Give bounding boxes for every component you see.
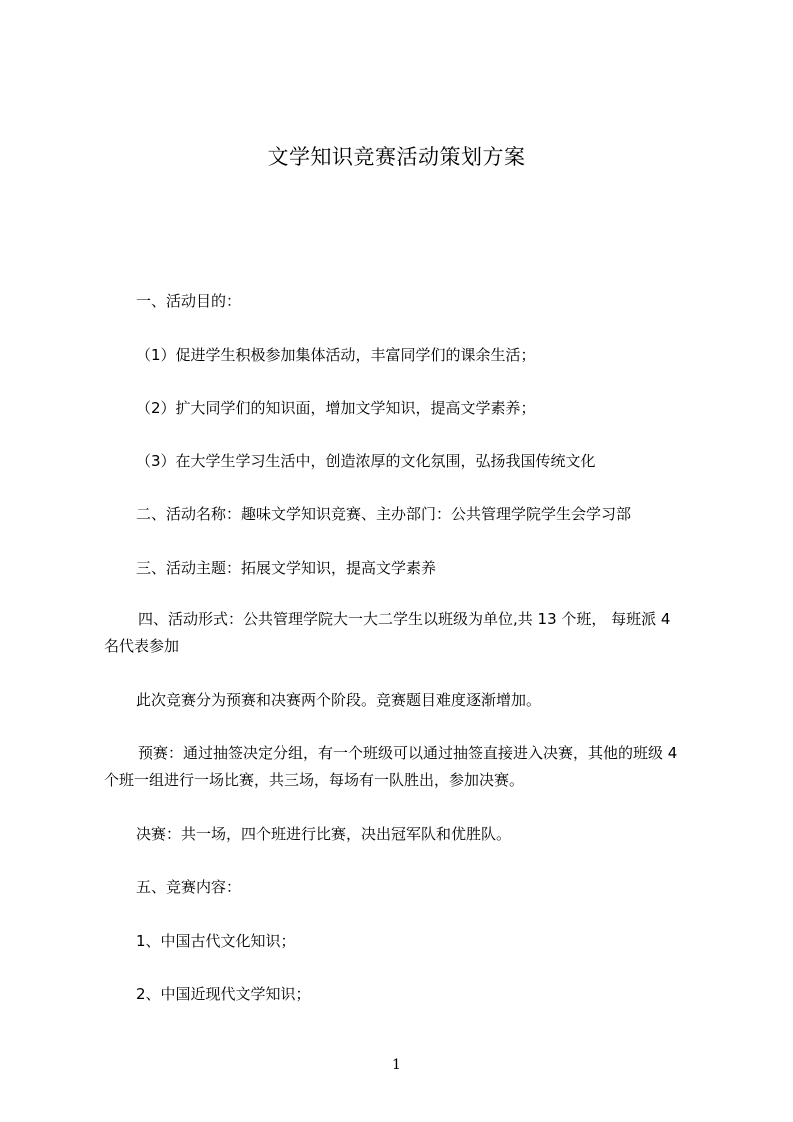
final-round-paragraph: 决赛：共一场，四个班进行比赛，决出冠军队和优胜队。 <box>136 825 512 843</box>
competition-stages-paragraph: 此次竞赛分为预赛和决赛两个阶段。竞赛题目难度逐渐增加。 <box>136 691 542 709</box>
purpose-item-3: （3）在大学生学习生活中，创造浓厚的文化氛围，弘扬我国传统文化 <box>136 452 596 470</box>
section-activity-format: 四、活动形式：公共管理学院大一大二学生以班级为单位,共 13 个班， 每班派 4 名代表参加 <box>104 610 671 655</box>
purpose-item-1: （1）促进学生积极参加集体活动，丰富同学们的课余生活； <box>136 346 536 364</box>
document-title: 文学知识竞赛活动策划方案 <box>267 145 526 169</box>
content-item-2: 2、中国近现代文学知识； <box>136 985 311 1003</box>
page-number: 1 <box>392 1057 401 1073</box>
purpose-item-2: （2）扩大同学们的知识面，增加文学知识，提高文学素养； <box>136 399 536 417</box>
content-item-1: 1、中国古代文化知识； <box>136 932 296 950</box>
section-activity-name: 二、活动名称：趣味文学知识竞赛、主办部门：公共管理学院学生会学习部 <box>136 505 632 523</box>
section-heading-purpose: 一、活动目的： <box>136 292 242 310</box>
section-activity-theme: 三、活动主题：拓展文学知识，提高文学素养 <box>136 559 437 577</box>
section-heading-content: 五、竞赛内容： <box>136 878 242 896</box>
preliminary-round-paragraph: 预赛：通过抽签决定分组，有一个班级可以通过抽签直接进入决赛，其他的班级 4 个班一组进行一场比赛，共三场，每场有一队胜出，参加决赛。 <box>104 744 678 789</box>
